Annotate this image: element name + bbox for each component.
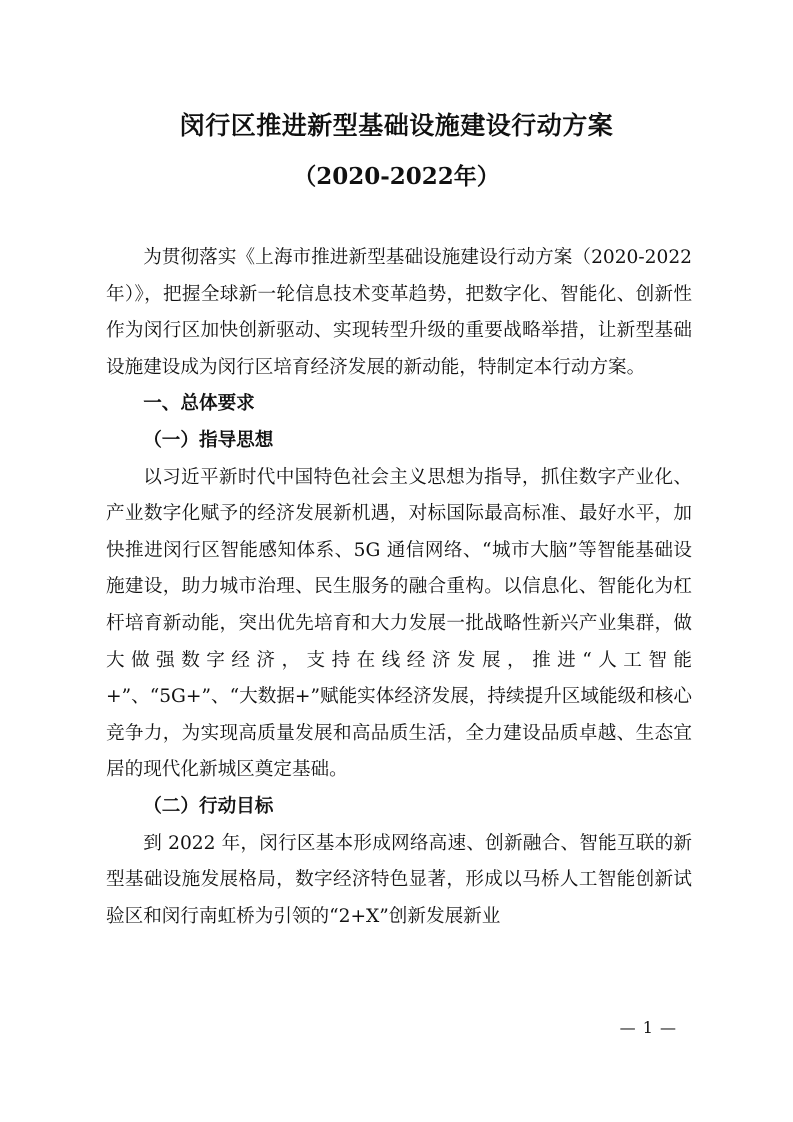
intro-paragraph: 为贯彻落实《上海市推进新型基础设施建设行动方案（2020-2022年）》，把握全球新一轮信息技术变革趋势，把数字化、智能化、创新性作为闵行区加快创新驱动、实现转型升级的重要战略举措，让新型基础设施建设成为闵行区培育经济发展的新动能，特制定本行动方案。 (106, 247, 692, 378)
section-1-2-heading: （二）行动目标 (143, 795, 274, 817)
title-block (0, 108, 793, 195)
action-goals-paragraph: 到 2022 年，闵行区基本形成网络高速、创新融合、智能互联的新型基础设施发展格局，数字经济特色显著，形成以马桥人工智能创新试验区和闵行南虹桥为引领的“2+X”创新发展新业 (106, 832, 692, 927)
page-number: — 1 — (619, 1018, 677, 1037)
section-1-heading: 一、总体要求 (143, 393, 255, 415)
section-1-1-heading: （一）指导思想 (143, 429, 274, 451)
document-subtitle: （2020-2022年） (293, 163, 500, 190)
document-title: 闵行区推进新型基础设施建设行动方案 (179, 111, 614, 140)
guiding-ideology-paragraph: 以习近平新时代中国特色社会主义思想为指导，抓住数字产业化、产业数字化赋予的经济发展新机遇，对标国际最高标准、最好水平，加快推进闵行区智能感知体系、5G 通信网络、“城市大脑”等智能基础设施建设，助力城市治理、民生服务的融合重构。以信息化、智能化为杠杆培育新动能，突出优先培育和大力发展一批战略性新兴产业集群，做大做强数字经济，支持在线经济发展，推进“人工智能+”、“5G+”、“大数据+”赋能实体经济发展，持续提升区域能级和核心竞争力，为实现高质量发展和高品质生活，全力建设品质卓越、生态宜居的现代化新城区奠定基础。 (106, 466, 692, 781)
document-body (106, 240, 692, 935)
